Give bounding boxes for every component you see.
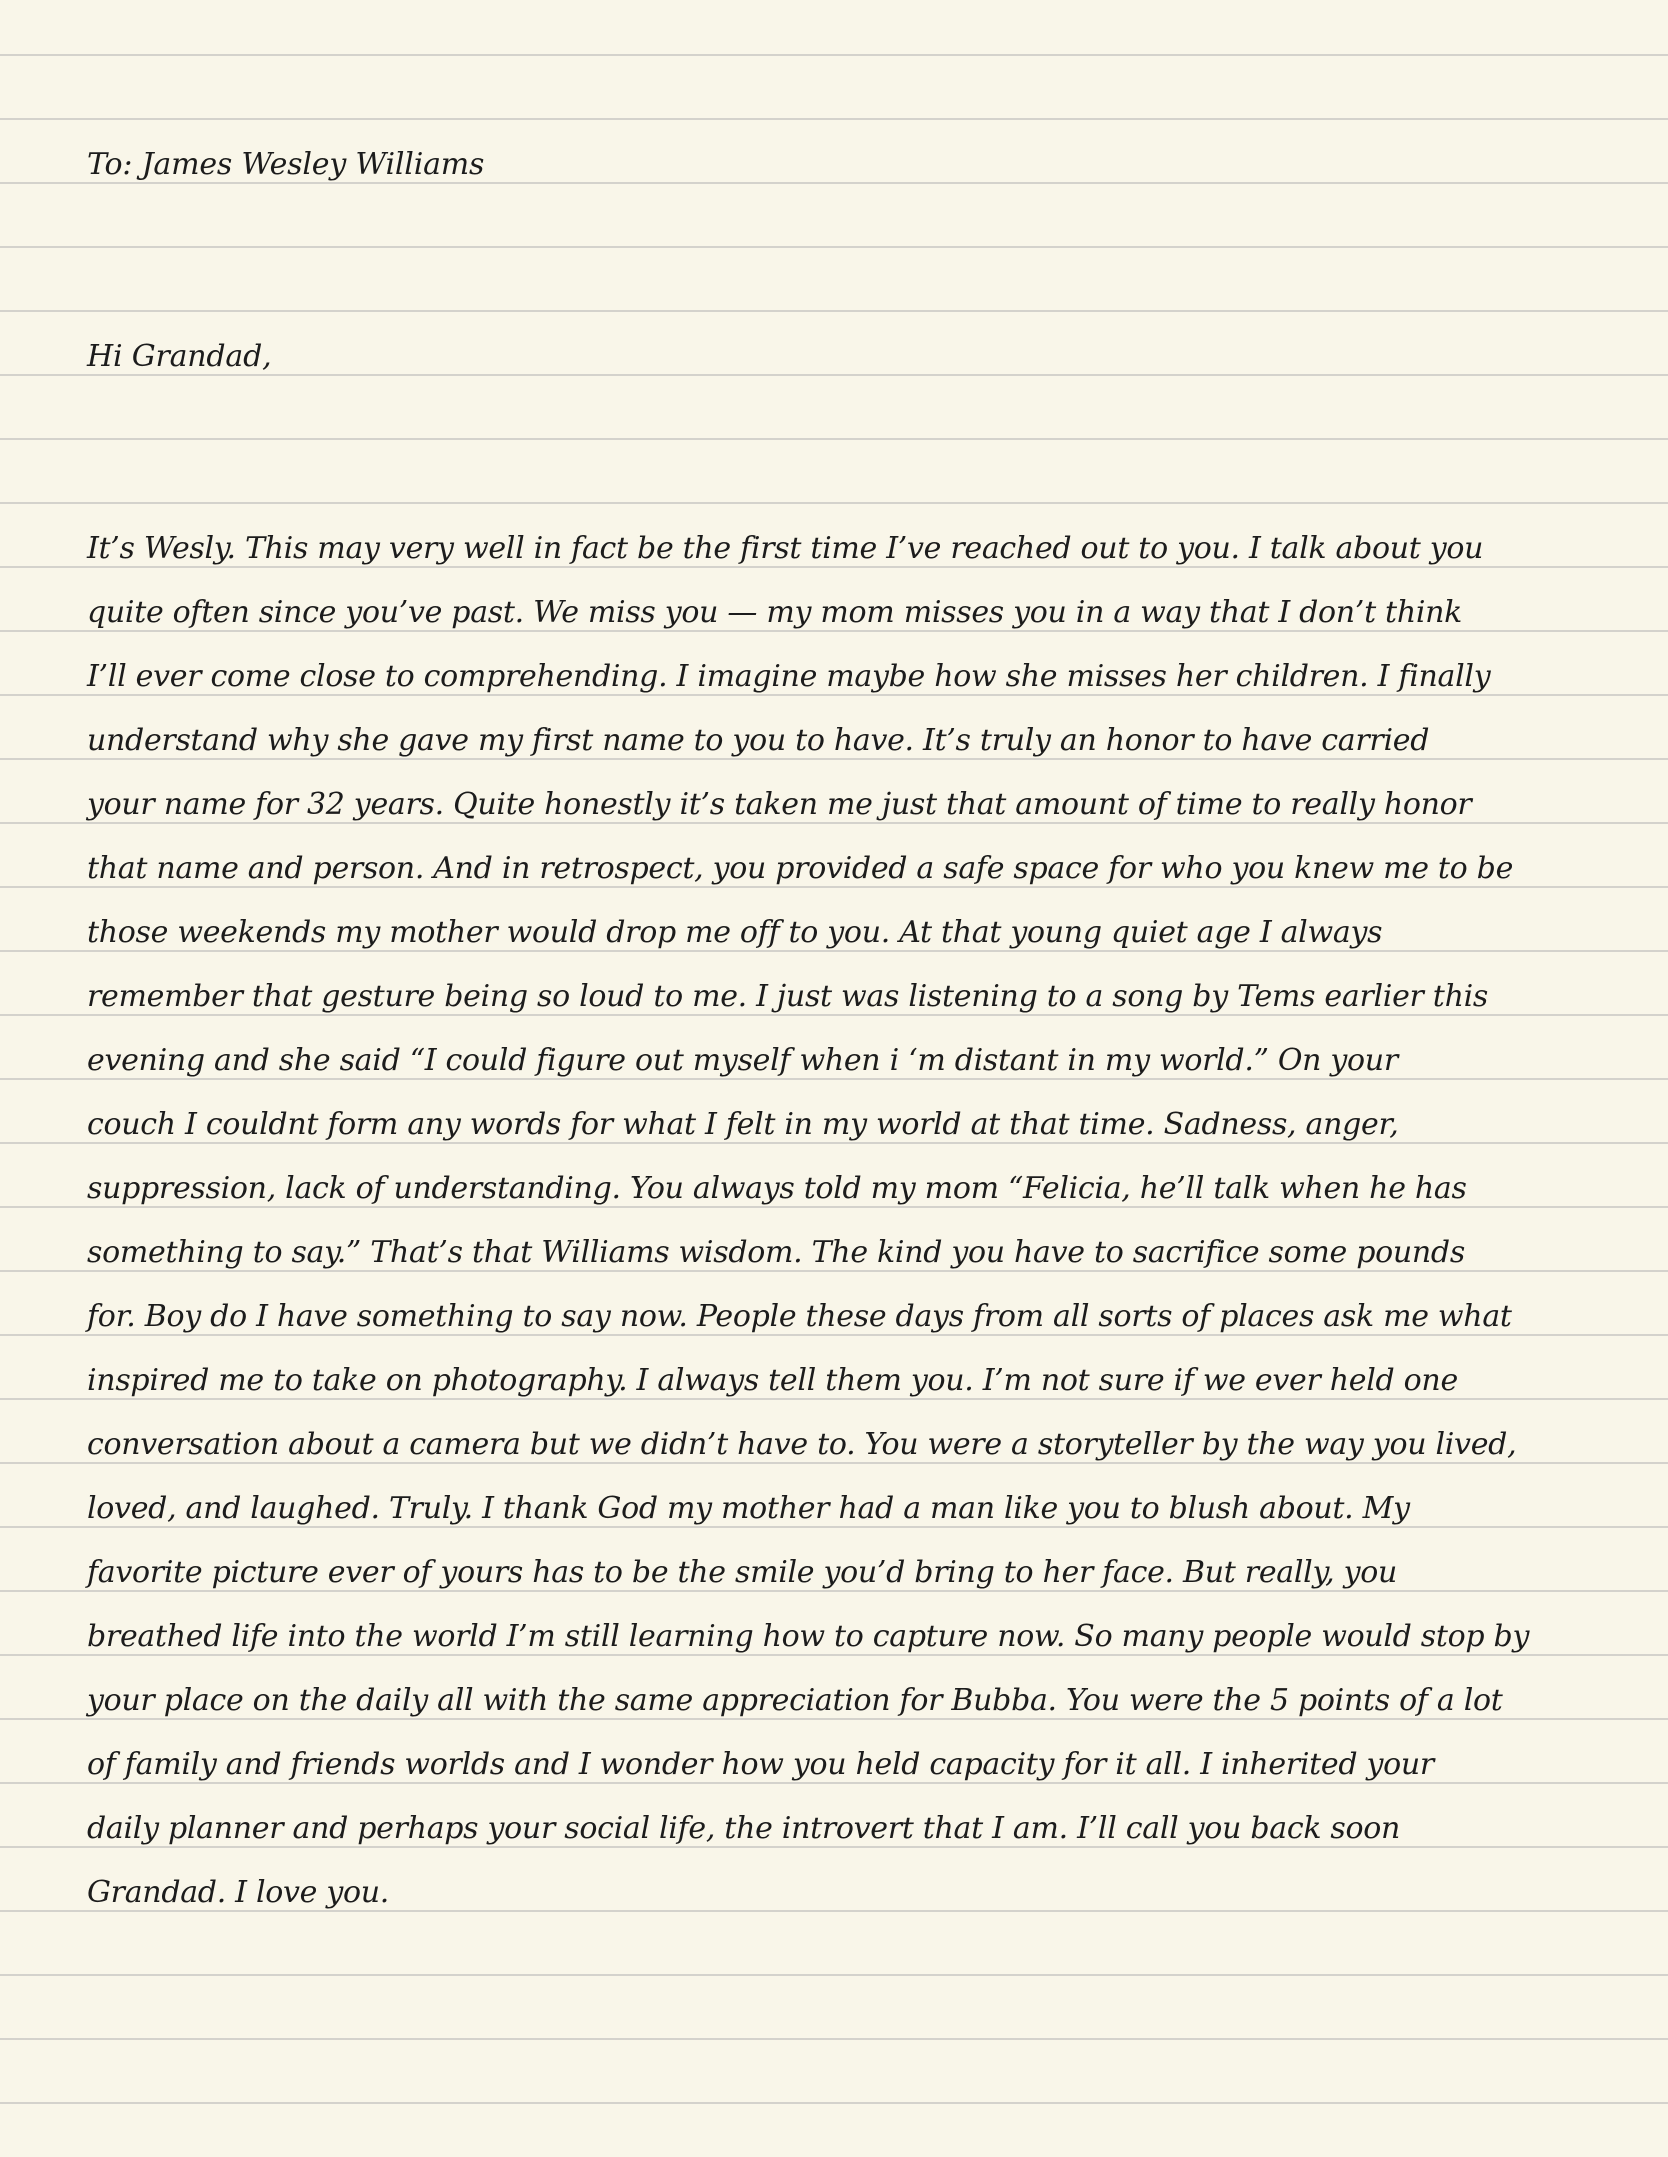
body-line: loved, and laughed. Truly. I thank God my mother had a man like you to blush about. My: [87, 1491, 1410, 1526]
body-line: quite often since you’ve past. We miss you — my mom misses you in a way that I don’t think: [87, 595, 1463, 630]
body-line: inspired me to take on photography. I always tell them you. I’m not sure if we ever held one: [87, 1363, 1458, 1398]
body-line: your name for 32 years. Quite honestly it’s taken me just that amount of time to really honor: [87, 787, 1472, 822]
body-line: I’ll ever come close to comprehending. I imagine maybe how she misses her children. I finally: [87, 659, 1491, 694]
recipient-line: To: James Wesley Williams: [87, 147, 485, 182]
body-line: for. Boy do I have something to say now. People these days from all sorts of places ask me what: [87, 1299, 1512, 1334]
body-line: your place on the daily all with the same appreciation for Bubba. You were the 5 points of a lot: [87, 1683, 1503, 1718]
body-line: those weekends my mother would drop me off to you. At that young quiet age I always: [87, 915, 1383, 950]
body-line: couch I couldnt form any words for what I felt in my world at that time. Sadness, anger,: [87, 1107, 1399, 1142]
body-line: understand why she gave my first name to you to have. It’s truly an honor to have carried: [87, 723, 1430, 758]
body-line: breathed life into the world I’m still learning how to capture now. So many people would stop by: [87, 1619, 1530, 1654]
body-line: conversation about a camera but we didn’t have to. You were a storyteller by the way you lived,: [87, 1427, 1517, 1462]
body-line: of family and friends worlds and I wonder how you held capacity for it all. I inherited your: [87, 1747, 1434, 1782]
body-line: favorite picture ever of yours has to be the smile you’d bring to her face. But really, you: [87, 1555, 1398, 1590]
body-line: daily planner and perhaps your social life, the introvert that I am. I’ll call you back soon: [87, 1811, 1401, 1846]
body-line: evening and she said “I could figure out myself when i ‘m distant in my world.” On your: [87, 1043, 1398, 1078]
body-line: suppression, lack of understanding. You always told my mom “Felicia, he’ll talk when he has: [87, 1171, 1467, 1206]
body-line: It’s Wesly. This may very well in fact be the first time I’ve reached out to you. I talk about you: [87, 531, 1484, 566]
greeting-line: Hi Grandad,: [87, 339, 272, 374]
body-line: Grandad. I love you.: [87, 1875, 390, 1910]
body-line: remember that gesture being so loud to me. I just was listening to a song by Tems earlier this: [87, 979, 1488, 1014]
body-line: something to say.” That’s that Williams wisdom. The kind you have to sacrifice some pounds: [87, 1235, 1465, 1270]
body-line: that name and person. And in retrospect, you provided a safe space for who you knew me to be: [87, 851, 1514, 886]
